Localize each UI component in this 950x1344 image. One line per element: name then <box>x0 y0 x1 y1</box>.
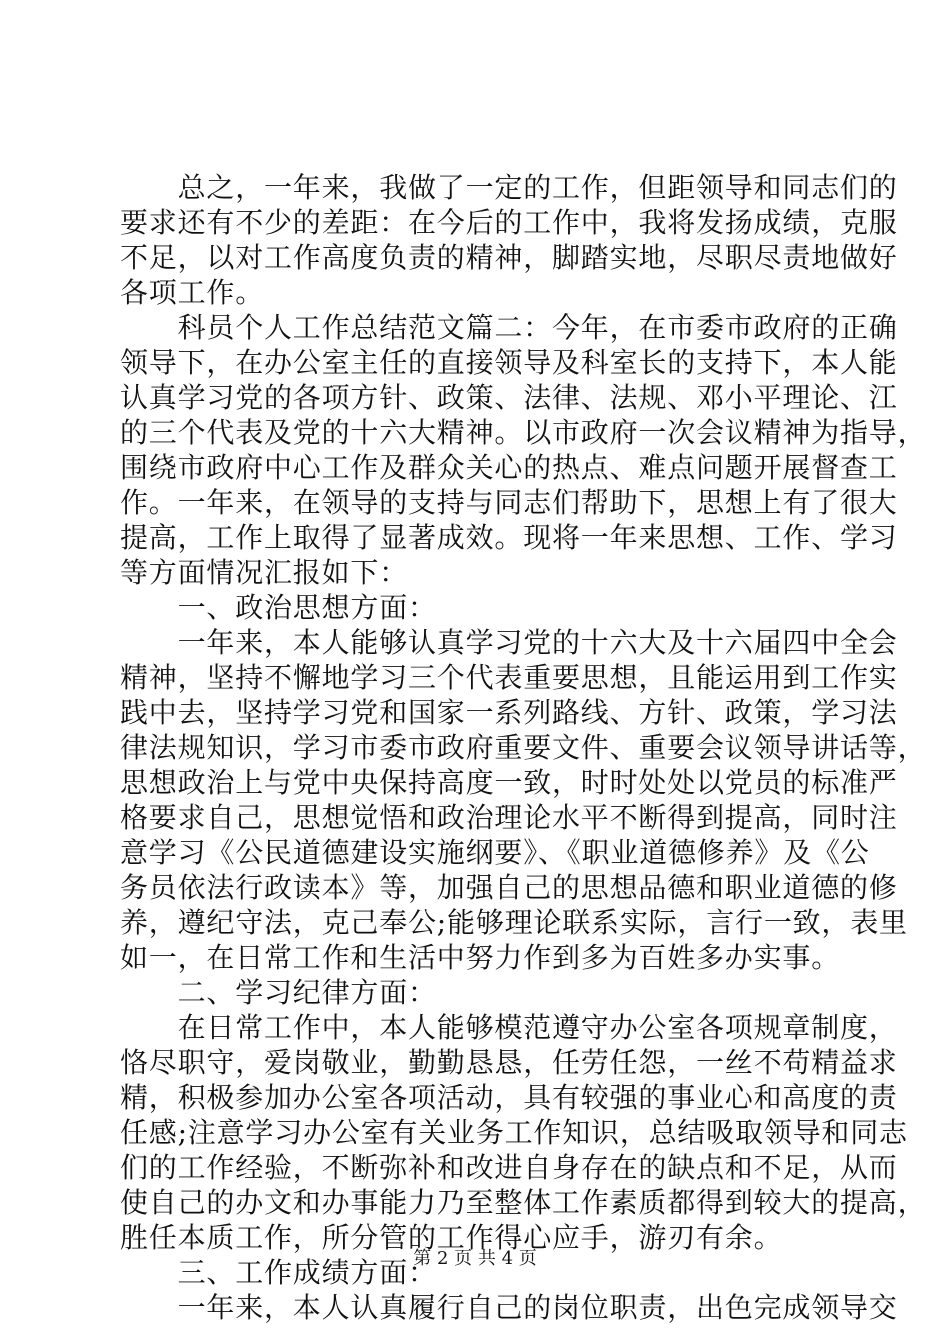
document-body <box>120 170 927 1325</box>
section-heading: 二、学习纪律方面： <box>120 976 437 1009</box>
text-line: 等方面情况汇报如下： <box>120 556 409 589</box>
text-line: 提高，工作上取得了显著成效。现将一年来思想、工作、学习 <box>120 521 898 554</box>
section-heading: 三、工作成绩方面： <box>120 1256 437 1289</box>
text-line: 一年来，本人能够认真学习党的十六大及十六届四中全会 <box>120 626 898 659</box>
text-line: 的三个代表及党的十六大精神。以市政府一次会议精神为指导， <box>120 416 927 449</box>
text-line: 养，遵纪守法，克己奉公;能够理论联系实际，言行一致，表里 <box>120 906 908 939</box>
text-line: 格要求自己，思想觉悟和政治理论水平不断得到提高，同时注 <box>120 801 898 834</box>
text-line: 作。一年来，在领导的支持与同志们帮助下，思想上有了很大 <box>120 486 898 519</box>
section-heading: 一、政治思想方面： <box>120 591 437 624</box>
text-line: 总之，一年来，我做了一定的工作，但距领导和同志们的 <box>120 171 898 204</box>
text-line: 不足，以对工作高度负责的精神，脚踏实地，尽职尽责地做好 <box>120 241 898 274</box>
text-line: 意学习《公民道德建设实施纲要》、《职业道德修养》及《公 <box>120 836 870 869</box>
text-line: 如一，在日常工作和生活中努力作到多为百姓多办实事。 <box>120 941 841 974</box>
text-line: 恪尽职守，爱岗敬业，勤勤恳恳，任劳任怨，一丝不苟精益求 <box>120 1046 898 1079</box>
text-line: 胜任本质工作，所分管的工作得心应手，游刃有余。 <box>120 1221 783 1254</box>
text-line: 认真学习党的各项方针、政策、法律、法规、邓小平理论、江 <box>120 381 898 414</box>
text-line: 在日常工作中，本人能够模范遵守办公室各项规章制度， <box>120 1011 898 1044</box>
text-line: 律法规知识，学习市委市政府重要文件、重要会议领导讲话等， <box>120 731 927 764</box>
text-line: 一年来，本人认真履行自己的岗位职责，出色完成领导交 <box>120 1291 898 1324</box>
text-line: 精，积极参加办公室各项活动，具有较强的事业心和高度的责 <box>120 1081 898 1114</box>
text-line: 领导下，在办公室主任的直接领导及科室长的支持下，本人能 <box>120 346 898 379</box>
page-number-footer: 第 2 页 共 4 页 <box>413 1248 537 1269</box>
text-line: 围绕市政府中心工作及群众关心的热点、难点问题开展督查工 <box>120 451 898 484</box>
text-line: 们的工作经验，不断弥补和改进自身存在的缺点和不足，从而 <box>120 1151 898 1184</box>
text-line: 要求还有不少的差距：在今后的工作中，我将发扬成绩，克服 <box>120 206 898 239</box>
text-line: 践中去，坚持学习党和国家一系列路线、方针、政策，学习法 <box>120 696 898 729</box>
text-line: 精神，坚持不懈地学习三个代表重要思想，且能运用到工作实 <box>120 661 898 694</box>
text-line: 务员依法行政读本》等，加强自己的思想品德和职业道德的修 <box>120 871 898 904</box>
text-line: 任感;注意学习办公室有关业务工作知识，总结吸取领导和同志 <box>120 1116 908 1149</box>
text-line: 科员个人工作总结范文篇二：今年，在市委市政府的正确 <box>120 311 898 344</box>
text-line: 各项工作。 <box>120 276 265 309</box>
text-line: 思想政治上与党中央保持高度一致，时时处处以党员的标准严 <box>120 766 898 799</box>
text-line: 使自己的办文和办事能力乃至整体工作素质都得到较大的提高， <box>120 1186 927 1219</box>
